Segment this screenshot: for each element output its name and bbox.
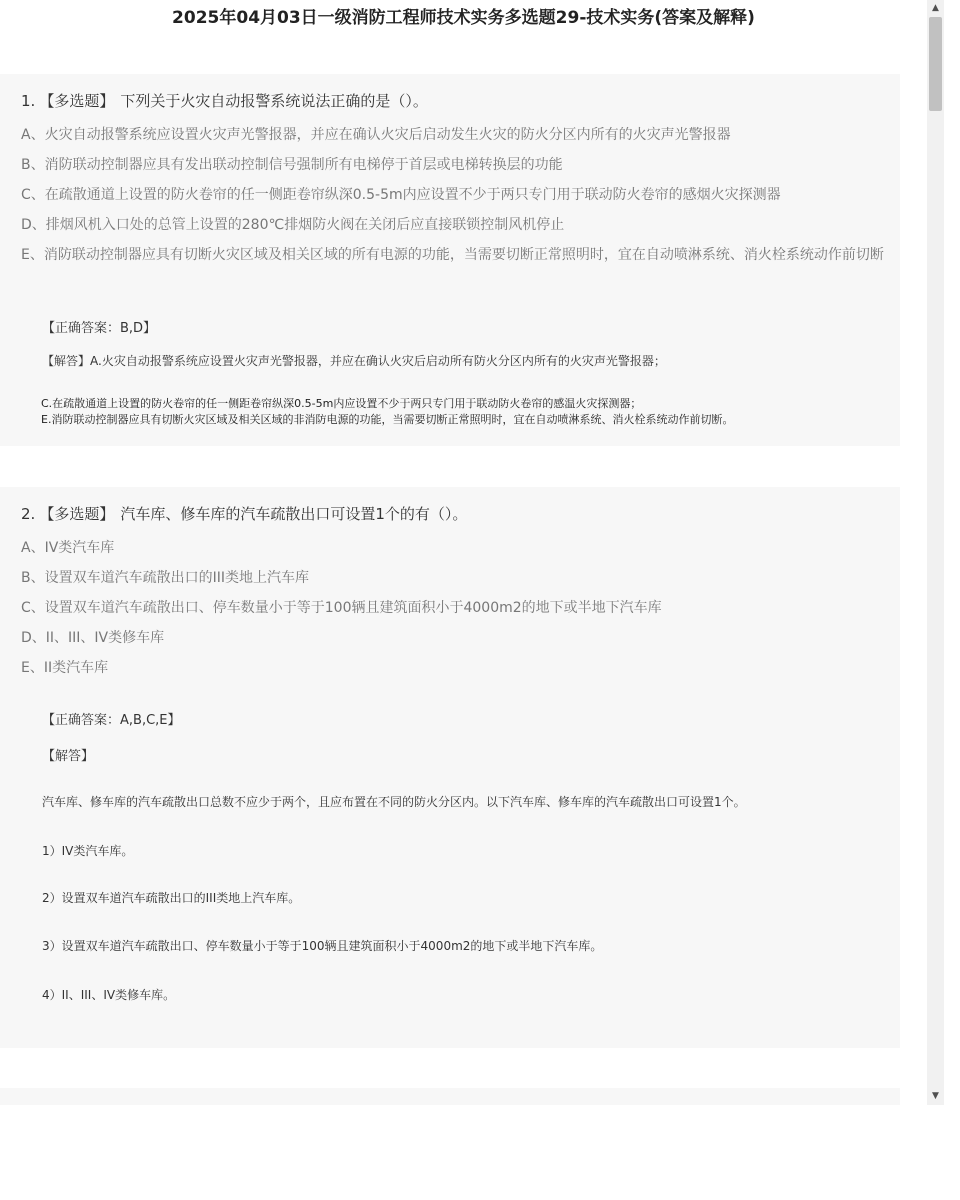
correct-answer: 【正确答案：A,B,C,E】 — [42, 713, 181, 728]
explanation-label: 【解答】 — [42, 749, 95, 764]
option-e[interactable]: E、消防联动控制器应具有切断火灾区域及相关区域的所有电源的功能，当需要切断正常照明时，宜在自动喷淋系统、消火栓系统动作前切断 — [21, 247, 884, 263]
option-e[interactable]: E、II类汽车库 — [21, 660, 109, 676]
option-a[interactable]: A、IV类汽车库 — [21, 540, 115, 556]
scroll-up-icon[interactable]: ▲ — [932, 3, 939, 13]
question-text: 下列关于火灾自动报警系统说法正确的是（）。 — [120, 92, 428, 110]
explanation-line: 汽车库、修车库的汽车疏散出口总数不应少于两个，且应布置在不同的防火分区内。以下汽车库、修车库的汽车疏散出口可设置1个。 — [42, 795, 746, 809]
vertical-scrollbar[interactable] — [927, 0, 944, 1105]
explanation-line: 3）设置双车道汽车疏散出口、停车数量小于等于100辆且建筑面积小于4000m2的地下或半地下汽车库。 — [42, 939, 603, 953]
question-type: 【多选题】 — [39, 92, 115, 110]
page-title: 2025年04月03日一级消防工程师技术实务多选题29-技术实务(答案及解释) — [172, 8, 755, 28]
question-card-2 — [0, 487, 900, 1048]
question-number: 1. — [21, 92, 36, 110]
question-text: 汽车库、修车库的汽车疏散出口可设置1个的有（）。 — [120, 505, 468, 523]
explanation-line: C.在疏散通道上设置的防火卷帘的任一侧距卷帘纵深0.5-5m内应设置不少于两只专门用于联动防火卷帘的感温火灾探测器； — [41, 397, 642, 410]
option-c[interactable]: C、在疏散通道上设置的防火卷帘的任一侧距卷帘纵深0.5-5m内应设置不少于两只专门用于联动防火卷帘的感烟火灾探测器 — [21, 187, 781, 203]
scroll-down-icon[interactable]: ▼ — [932, 1091, 939, 1101]
option-b[interactable]: B、消防联动控制器应具有发出联动控制信号强制所有电梯停于首层或电梯转换层的功能 — [21, 157, 563, 173]
option-c[interactable]: C、设置双车道汽车疏散出口、停车数量小于等于100辆且建筑面积小于4000m2的地下或半地下汽车库 — [21, 600, 662, 616]
explanation-line: 2）设置双车道汽车疏散出口的III类地上汽车库。 — [42, 891, 301, 905]
question-card-1 — [0, 74, 900, 446]
question-stem — [21, 503, 467, 524]
option-d[interactable]: D、II、III、IV类修车库 — [21, 630, 165, 646]
option-d[interactable]: D、排烟风机入口处的总管上设置的280℃排烟防火阀在关闭后应直接联锁控制风机停止 — [21, 217, 565, 233]
scroll-thumb[interactable] — [929, 17, 942, 111]
correct-answer: 【正确答案：B,D】 — [42, 321, 157, 336]
explanation-line: 4）II、III、IV类修车库。 — [42, 988, 176, 1002]
explanation-line: E.消防联动控制器应具有切断火灾区域及相关区域的非消防电源的功能，当需要切断正常照明时，宜在自动喷淋系统、消火栓系统动作前切断。 — [41, 413, 734, 426]
explanation-line: 【解答】A.火灾自动报警系统应设置火灾声光警报器，并应在确认火灾后启动所有防火分区内所有的火灾声光警报器； — [42, 354, 666, 368]
option-a[interactable]: A、火灾自动报警系统应设置火灾声光警报器，并应在确认火灾后启动发生火灾的防火分区内所有的火灾声光警报器 — [21, 127, 731, 143]
question-number: 2. — [21, 505, 36, 523]
question-type: 【多选题】 — [39, 505, 115, 523]
question-stem — [21, 90, 428, 111]
question-card-3 — [0, 1088, 900, 1105]
explanation-line: 1）IV类汽车库。 — [42, 844, 134, 858]
option-b[interactable]: B、设置双车道汽车疏散出口的III类地上汽车库 — [21, 570, 309, 586]
